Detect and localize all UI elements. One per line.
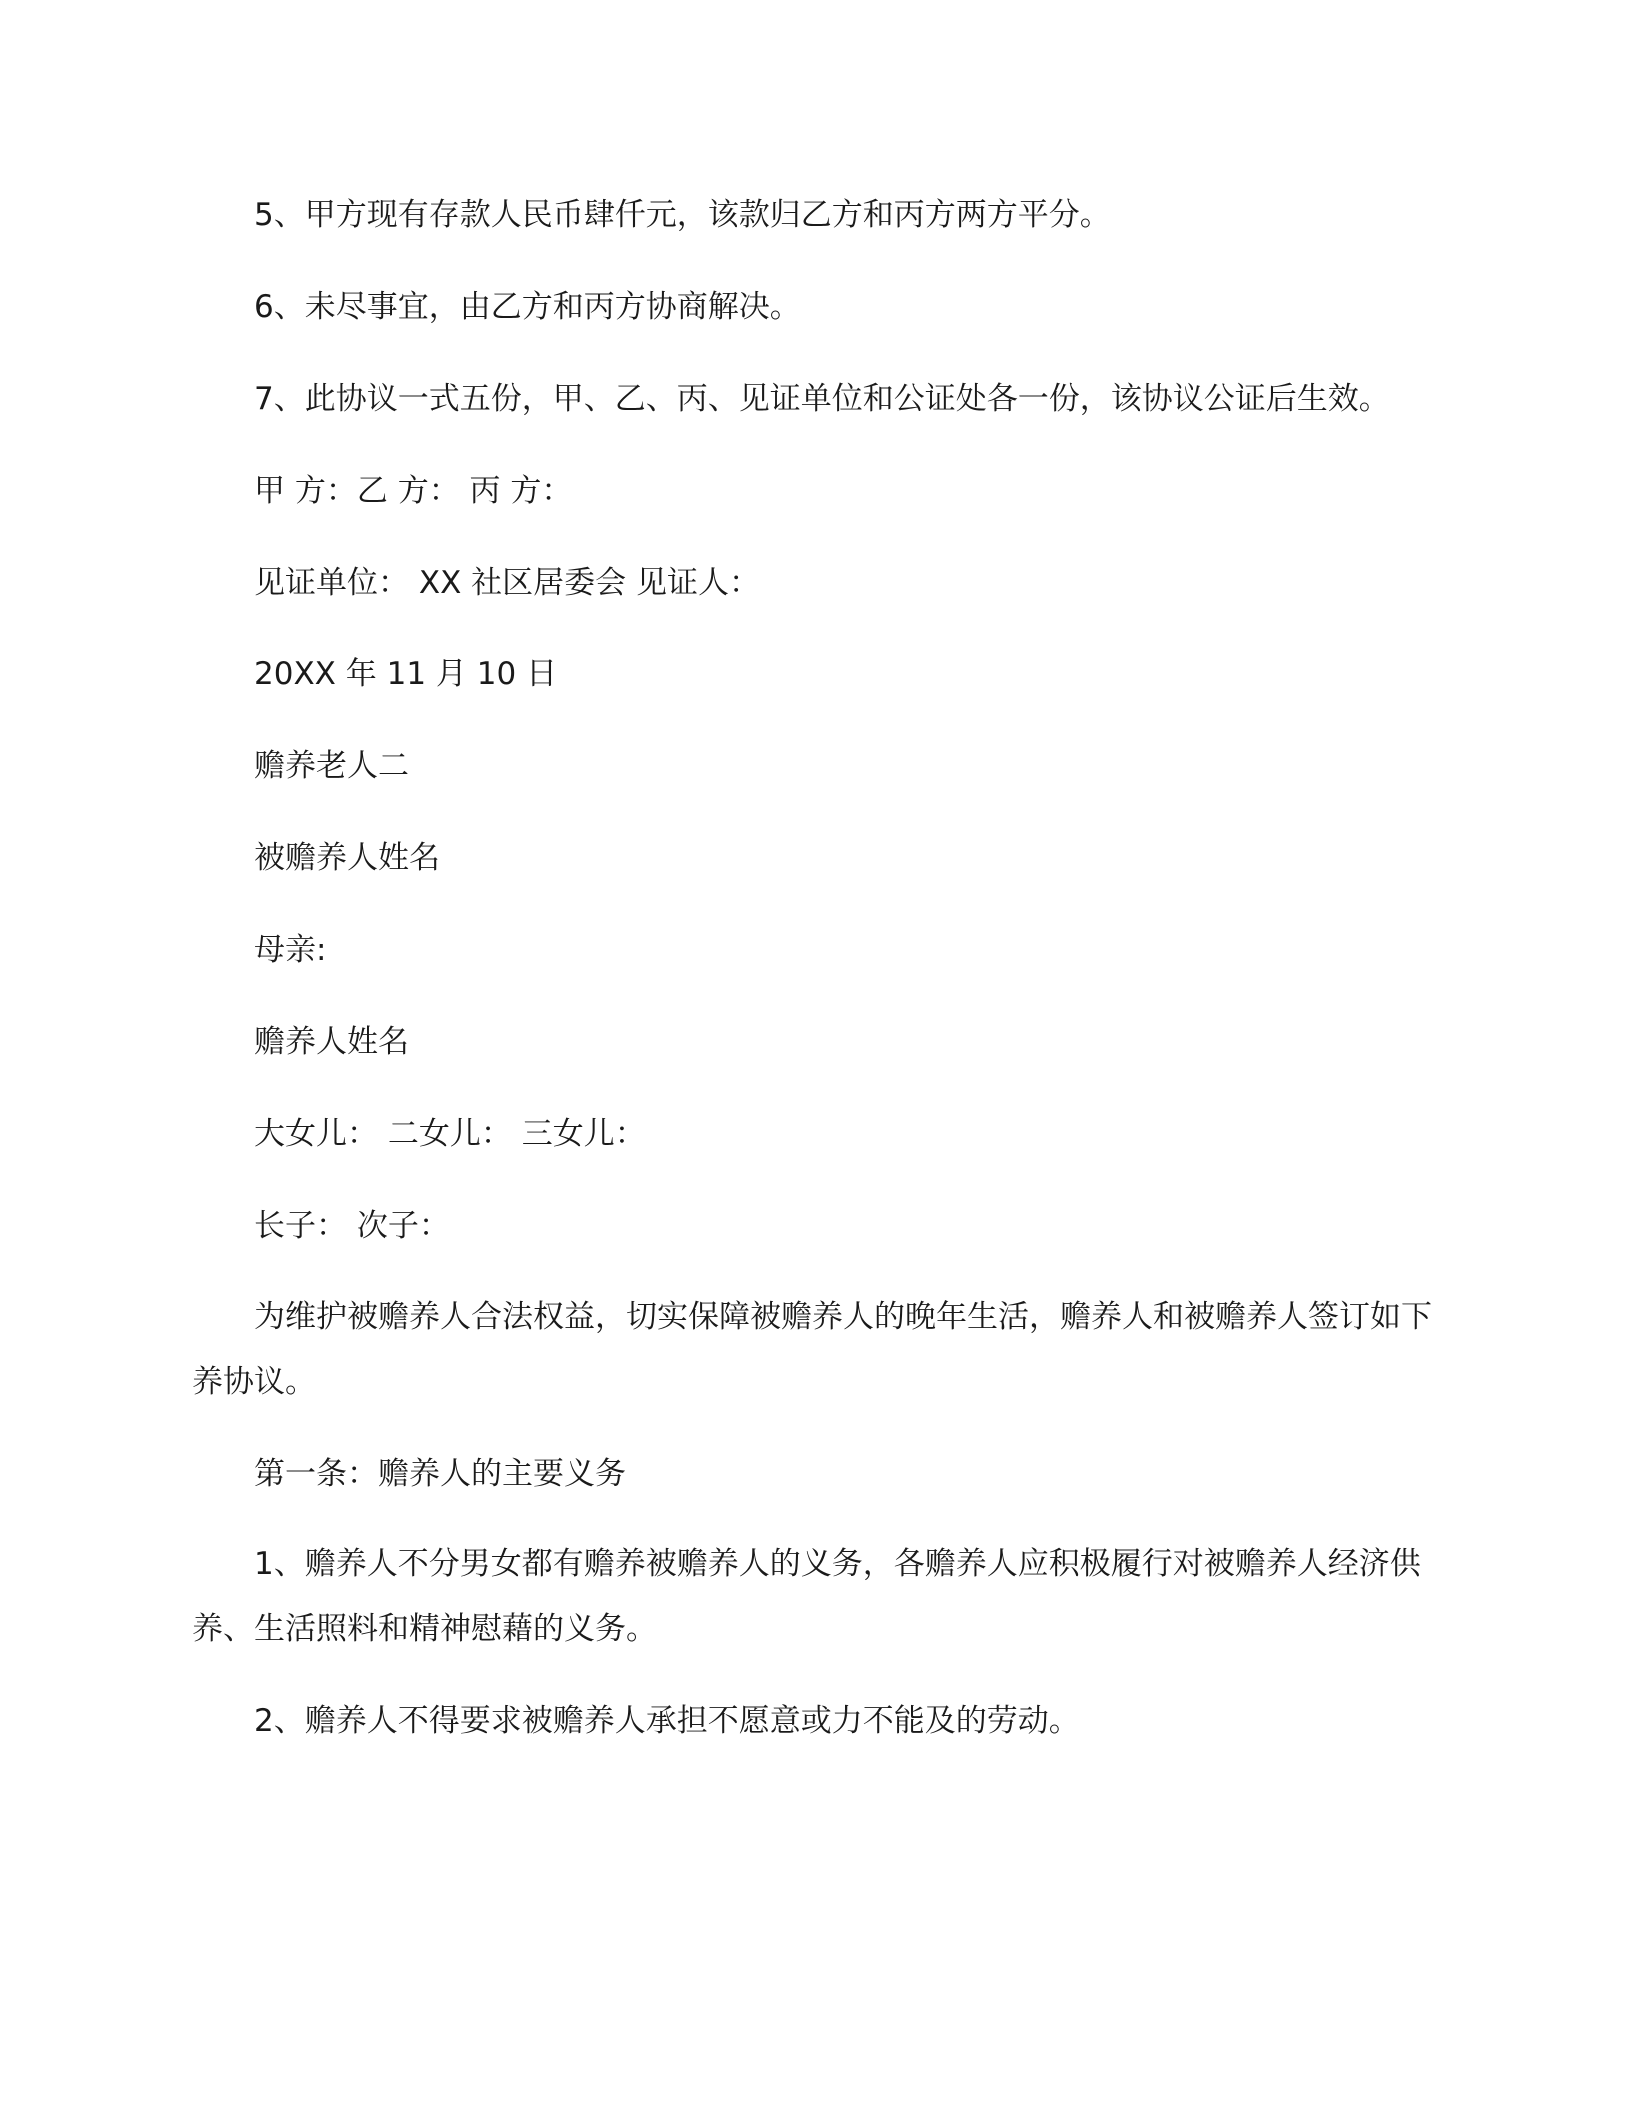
clause-6: 6、未尽事宜，由乙方和丙方协商解决。 [254,289,801,325]
clause-5: 5、甲方现有存款人民币肆仟元，该款归乙方和丙方两方平分。 [254,197,1111,233]
section-title: 赡养老人二 [254,748,409,784]
article-1-item-2: 2、赡养人不得要求被赡养人承担不愿意或力不能及的劳动。 [254,1703,1080,1739]
daughters-line: 大女儿： 二女儿： 三女儿： [254,1116,646,1152]
supporter-name-label: 赡养人姓名 [254,1024,409,1060]
signature-parties: 甲 方：乙 方： 丙 方： [254,473,573,509]
witness-line: 见证单位： XX 社区居委会 见证人： [254,565,761,601]
supported-name-label: 被赡养人姓名 [254,840,440,876]
mother-label: 母亲: [254,932,327,968]
article-1-item-1: 1、赡养人不分男女都有赡养被赡养人的义务，各赡养人应积极履行对被赡养人经济供养、生活照料和精神慰藉的义务。 [192,1546,1421,1647]
sons-line: 长子： 次子： [254,1208,450,1244]
preamble-paragraph: 为维护被赡养人合法权益，切实保障被赡养人的晚年生活，赡养人和被赡养人签订如下养协议。 [192,1299,1432,1400]
date-line: 20XX 年 11 月 10 日 [254,656,558,692]
article-1-heading: 第一条：赡养人的主要义务 [254,1456,626,1492]
clause-7: 7、此协议一式五份，甲、乙、丙、见证单位和公证处各一份，该协议公证后生效。 [254,381,1390,417]
